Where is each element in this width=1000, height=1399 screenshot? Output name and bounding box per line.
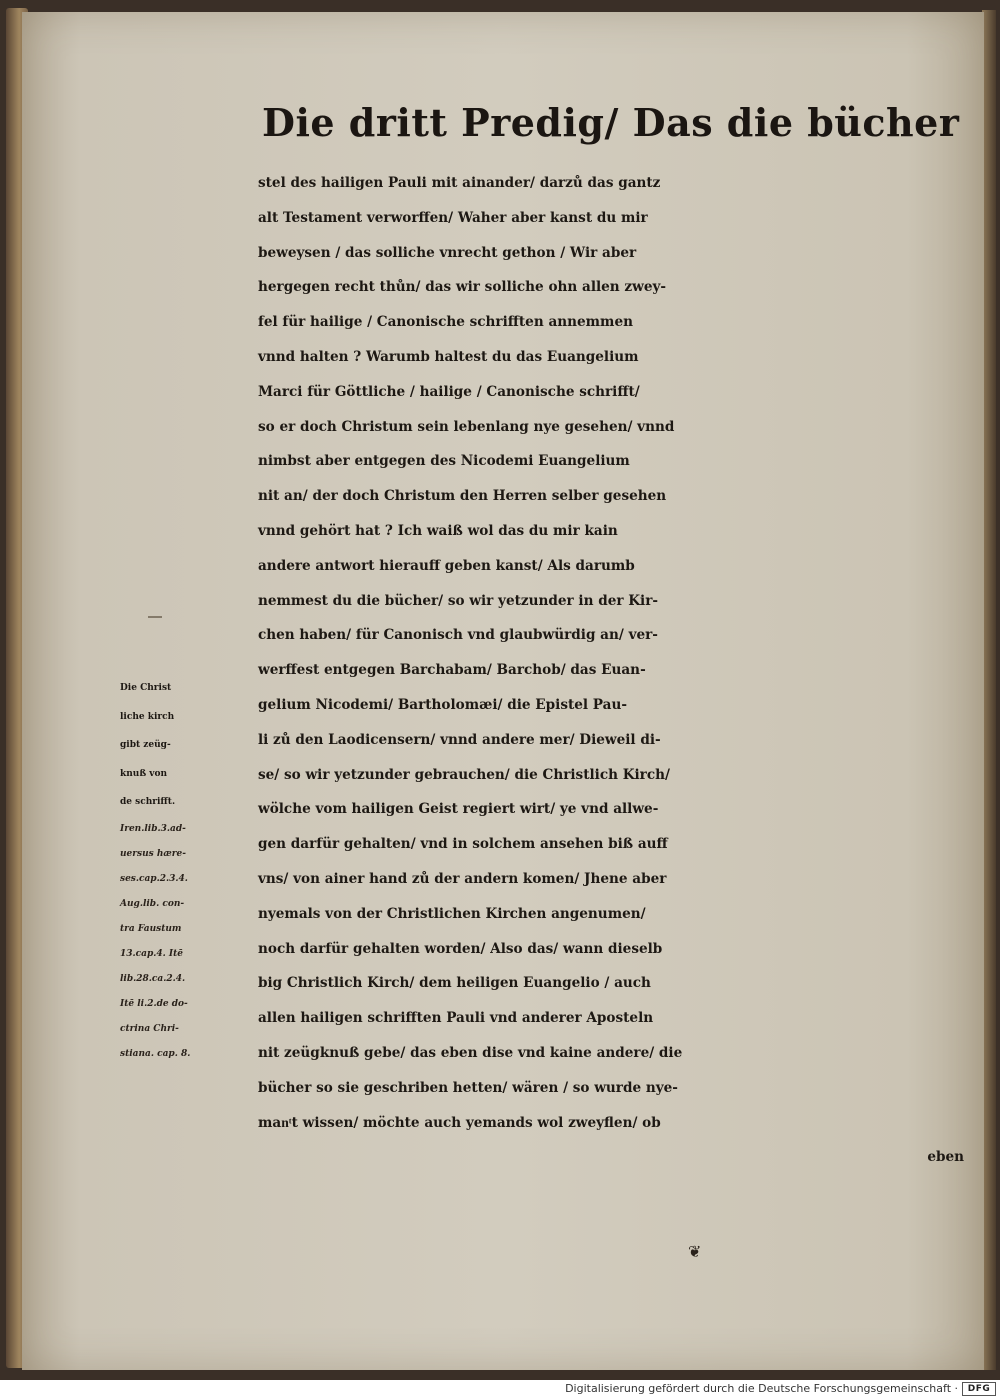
text-line: noch darfür gehalten worden/ Also das/ wann dieselb [258, 940, 663, 957]
text-line: wölche vom hailigen Geist regiert wirt/ ye vnd allwe- [258, 801, 659, 818]
margin-heading-line: knuß von [120, 768, 168, 779]
page-header: Die dritt Predig/ Das die bücher [262, 100, 960, 145]
margin-reference-line: Iren.lib.3.ad- [120, 823, 186, 834]
fleuron-icon: ❦ [688, 1242, 702, 1261]
text-line: hergegen recht thůn/ das wir solliche ohn allen zwey- [258, 279, 667, 296]
text-line: se/ so wir yetzunder gebrauchen/ die Christlich Kirch/ [258, 766, 670, 783]
footer-bar [0, 1380, 1000, 1399]
text-line: nemmest du die bücher/ so wir yetzunder in der Kir- [258, 592, 659, 609]
text-line: so er doch Christum sein lebenlang nye gesehen/ vnnd [258, 418, 675, 435]
margin-heading-line: liche kirch [120, 711, 175, 722]
text-line: big Christlich Kirch/ dem heiligen Euangelio / auch [258, 975, 651, 992]
text-line: manͭt wissen/ möchte auch yemands wol zweyflen/ ob [258, 1114, 661, 1131]
text-line: nimbst aber entgegen des Nicodemi Euangelium [258, 453, 630, 470]
text-line: li zů den Laodicensern/ vnnd andere mer/ Dieweil di- [258, 731, 661, 748]
margin-dash-mark [148, 616, 162, 618]
margin-reference-line: stiana. cap. 8. [120, 1048, 191, 1059]
text-line: nit an/ der doch Christum den Herren selber gesehen [258, 488, 667, 505]
text-line: andere antwort hierauff geben kanst/ Als darumb [258, 557, 635, 574]
margin-reference-line: ses.cap.2.3.4. [120, 873, 188, 884]
text-line: alt Testament verworffen/ Waher aber kanst du mir [258, 209, 648, 226]
margin-heading-line: Die Christ [120, 683, 172, 693]
text-line: allen hailigen schrifften Pauli vnd anderer Aposteln [258, 1010, 654, 1027]
text-line: vnnd halten ? Warumb haltest du das Euangelium [258, 348, 639, 365]
margin-note [120, 674, 270, 1067]
margin-heading-line: de schrifft. [120, 797, 176, 807]
text-line: gelium Nicodemi/ Bartholomæi/ die Epistel Pau- [258, 696, 627, 713]
margin-reference-line: uersus hære- [120, 848, 186, 859]
margin-reference-line: 13.cap.4. Itē [120, 948, 184, 959]
text-line: nit zeügknuß gebe/ das eben dise vnd kaine andere/ die [258, 1044, 683, 1061]
dfg-logo-icon: DFG [962, 1382, 996, 1396]
margin-heading-line: gibt zeüg- [120, 740, 171, 750]
text-line: Marci für Göttliche / hailige / Canonische schrifft/ [258, 383, 640, 400]
margin-reference-line: Aug.lib. con- [120, 898, 185, 909]
book-edge-right [982, 10, 996, 1370]
margin-reference-line: tra Faustum [120, 923, 182, 934]
text-line: fel für hailige / Canonische schrifften annemmen [258, 314, 633, 331]
margin-reference-line: Itē li.2.de do- [120, 998, 188, 1009]
text-line: vnnd gehört hat ? Ich waiß wol das du mir kain [258, 522, 618, 539]
catchword: eben [927, 1149, 964, 1166]
body-text [258, 166, 970, 1175]
text-line: stel des hailigen Pauli mit ainander/ darzů das gantz [258, 175, 661, 191]
text-line: beweysen / das solliche vnrecht gethon / Wir aber [258, 244, 637, 261]
text-line: gen darfür gehalten/ vnd in solchem ansehen biß auff [258, 836, 668, 853]
text-line: vns/ von ainer hand zů der andern komen/ Jhene aber [258, 870, 667, 887]
text-line: nyemals von der Christlichen Kirchen angenumen/ [258, 905, 646, 922]
margin-reference-line: ctrina Chri- [120, 1023, 179, 1034]
footer-credit: Digitalisierung gefördert durch die Deutsche Forschungsgemeinschaft · [565, 1382, 958, 1395]
text-line: chen haben/ für Canonisch vnd glaubwürdig an/ ver- [258, 627, 658, 644]
text-line: werffest entgegen Barchabam/ Barchob/ das Euan- [258, 662, 646, 679]
text-line: bücher so sie geschriben hetten/ wären / so wurde nye- [258, 1079, 678, 1096]
margin-reference-line: lib.28.ca.2.4. [120, 973, 186, 984]
